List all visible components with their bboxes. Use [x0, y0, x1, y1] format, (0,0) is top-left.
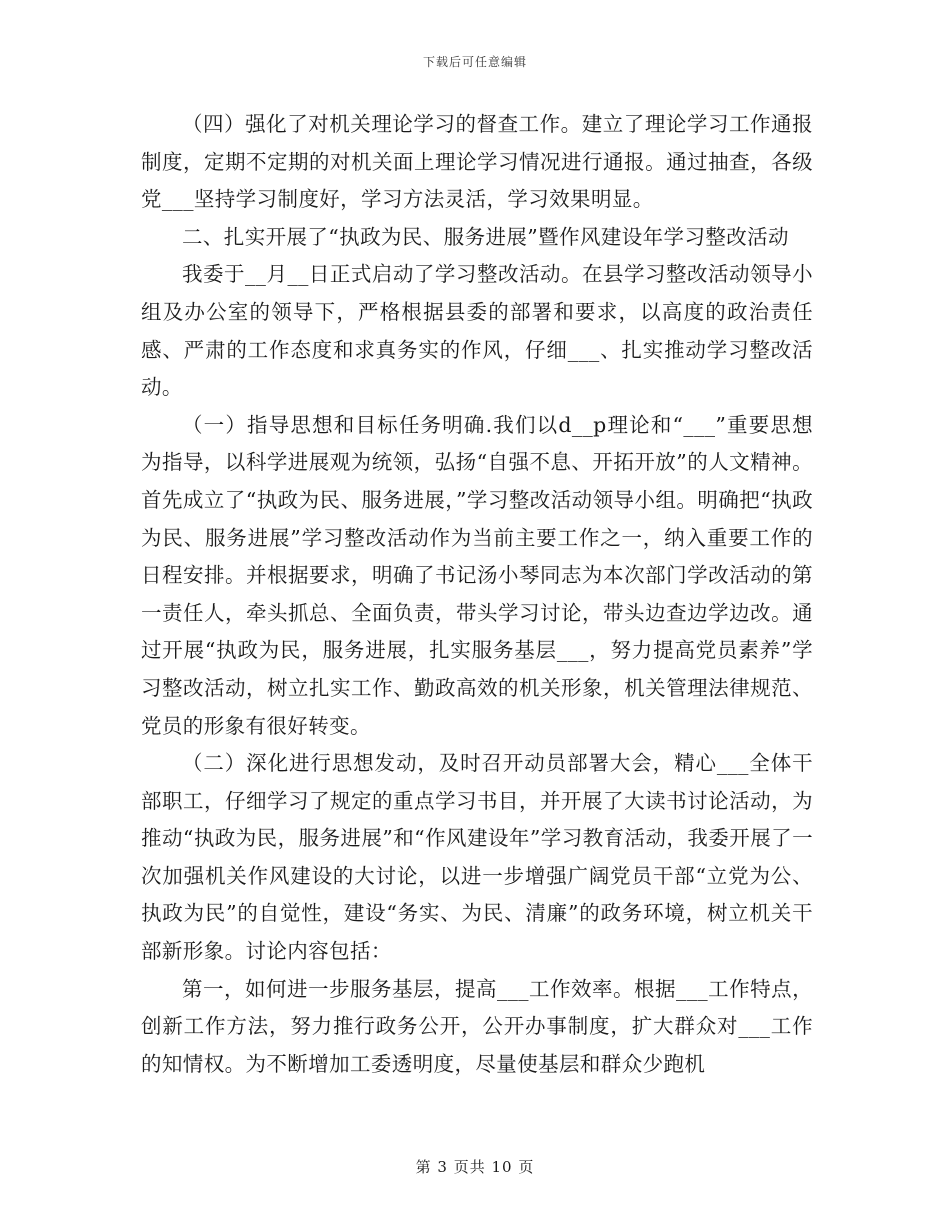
- page-header: 下载后可任意编辑: [422, 55, 527, 69]
- paragraph-section-two: （二）深化进行思想发动，及时召开动员部署大会，精心___全体干部职工，仔细学习了规定的重点学习书目，并开展了大读书讨论活动，为推动“执政为民，服务进展”和“作风建设年”学习教育活动，我委开展了一次加强机关作风建设的大讨论，以进一步增强广阔党员干部“立党为公、执政为民”的自觉性，建设“务实、为民、清廉”的政务环境，树立机关干部新形象。讨论内容包括：: [141, 751, 813, 964]
- paragraph-first-point: 第一，如何进一步服务基层，提高___工作效率。根据___工作特点，创新工作方法，努力推行政务公开，公开办事制度，扩大群众对___工作的知情权。为不断增加工委透明度，尽量使基层和群众少跑机: [141, 976, 813, 1076]
- paragraph-heading-two: 二、扎实开展了“执政为民、服务进展”暨作风建设年学习整改活动: [182, 224, 789, 249]
- document-body: [141, 106, 813, 1083]
- page-footer: 第 3 页共 10 页: [415, 1158, 535, 1176]
- paragraph-section-four: （四）强化了对机关理论学习的督查工作。建立了理论学习工作通报制度，定期不定期的对机关面上理论学习情况进行通报。通过抽查，各级党___坚持学习制度好，学习方法灵活，学习效果明显。: [141, 112, 813, 212]
- paragraph-section-one: （一）指导思想和目标任务明确.我们以d__p理论和“___”重要思想为指导，以科学进展观为统领，弘扬“自强不息、开拓开放”的人文精神。首先成立了“执政为民、服务进展，”学习整改活动领导小组。明确把“执政为民、服务进展”学习整改活动作为当前主要工作之一，纳入重要工作的日程安排。并根据要求，明确了书记汤小琴同志为本次部门学改活动的第一责任人，牵头抓总、全面负责，带头学习讨论，带头边查边学边改。通过开展“执政为民，服务进展，扎实服务基层___，努力提高党员素养”学习整改活动，树立扎实工作、勤政高效的机关形象，机关管理法律规范、党员的形象有很好转变。: [141, 412, 813, 738]
- paragraph-launch: 我委于__月__日正式启动了学习整改活动。在县学习整改活动领导小组及办公室的领导下，严格根据县委的部署和要求，以高度的政治责任感、严肃的工作态度和求真务实的作风，仔细___、扎实推动学习整改活动。: [141, 262, 813, 400]
